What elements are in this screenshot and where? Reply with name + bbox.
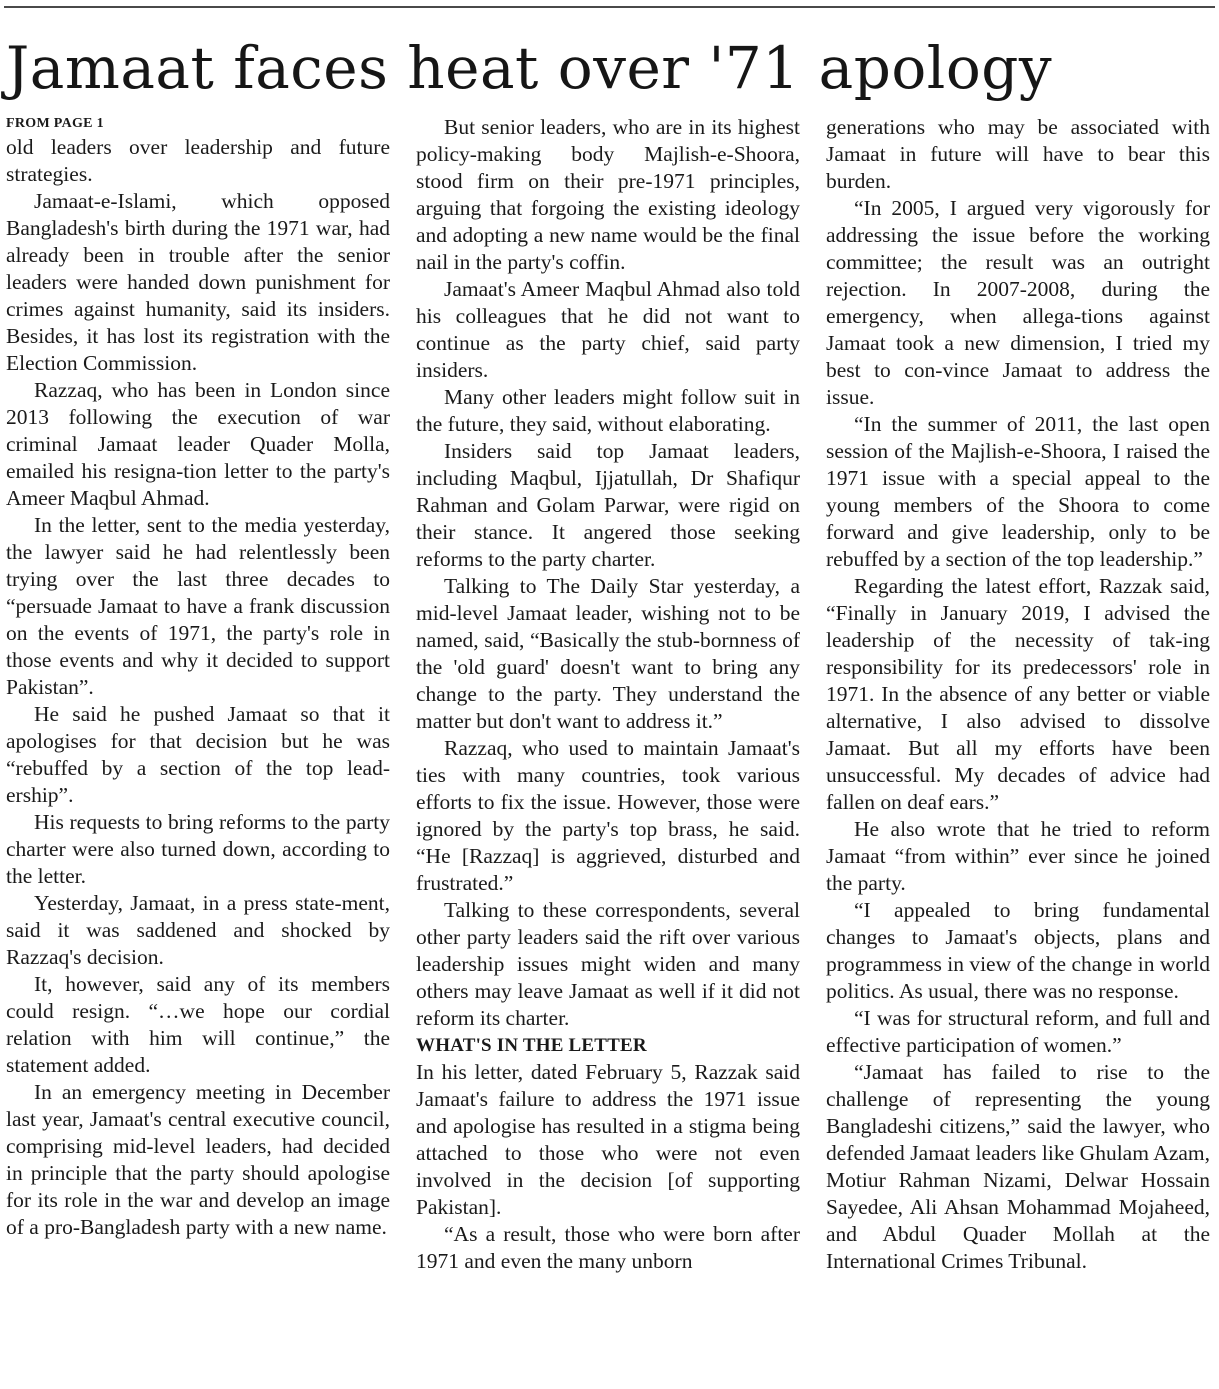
paragraph: It, however, said any of its members could resign. “…we hope our cordial relation with him will continue,” the statement added. — [6, 972, 390, 1077]
paragraph: But senior leaders, who are in its highest policy-making body Majlish-e-Shoora, stood firm on their pre-1971 principles, arguing that forgoing the existing ideology and adopting a new name would be the final nail in the party's coffin. — [416, 115, 800, 274]
paragraph: “In 2005, I argued very vigorously for addressing the issue before the working committee; the result was an outright rejection. In 2007-2008, during the emergency, when allega-tions against Jamaat took a new dimension, I tried my best to con-vince Jamaat to address the issue. — [826, 196, 1210, 409]
paragraph: “Jamaat has failed to rise to the challenge of representing the young Bangladeshi citizens,” said the lawyer, who defended Jamaat leaders like Ghulam Azam, Motiur Rahman Nizami, Delwar Hossain Sayedee, Ali Ahsan Mohammad Mojaheed, and Abdul Quader Mollah at the International Crimes Tribunal. — [826, 1060, 1210, 1273]
column-3 — [826, 114, 1210, 1384]
paragraph: In his letter, dated February 5, Razzak said Jamaat's failure to address the 1971 issue and apologise has resulted in a stigma being attached to those who were not even involved in the decision [of supporting Pakistan]. — [416, 1060, 800, 1219]
paragraph: Razzaq, who has been in London since 2013 following the execution of war criminal Jamaat leader Quader Molla, emailed his resigna-tion letter to the party's Ameer Maqbul Ahmad. — [6, 378, 390, 510]
paragraph: Jamaat-e-Islami, which opposed Bangladesh's birth during the 1971 war, had already been in trouble after the senior leaders were handed down punishment for crimes against humanity, said its insiders. Besides, it has lost its registration with the Election Commission. — [6, 189, 390, 375]
column-2 — [416, 114, 800, 1384]
paragraph: In an emergency meeting in December last year, Jamaat's central executive council, comprising mid-level leaders, had decided in principle that the party should apologise for its role in the war and develop an image of a pro-Bangladesh party with a new name. — [6, 1080, 390, 1239]
paragraph: “I appealed to bring fundamental changes to Jamaat's objects, plans and programmess in view of the change in world politics. As usual, there was no response. — [826, 898, 1210, 1003]
paragraph: Talking to The Daily Star yesterday, a mid-level Jamaat leader, wishing not to be named, said, “Basically the stub-bornness of the 'old guard' doesn't want to bring any change to the party. They understand the matter but don't want to address it.” — [416, 574, 800, 733]
paragraph: Regarding the latest effort, Razzak said, “Finally in January 2019, I advised the leadership of the necessity of tak-ing responsibility for its predecessors' role in 1971. In the absence of any better or viable alternative, I also advised to dissolve Jamaat. But all my efforts have been unsuccessful. My decades of advice had fallen on deaf ears.” — [826, 574, 1210, 814]
paragraph: In the letter, sent to the media yesterday, the lawyer said he had relentlessly been trying over the last three decades to “persuade Jamaat to have a frank discussion on the events of 1971, the party's role in those events and why it decided to support Pakistan”. — [6, 513, 390, 699]
paragraph: “As a result, those who were born after 1971 and even the many unborn — [416, 1222, 800, 1273]
paragraph: He also wrote that he tried to reform Jamaat “from within” ever since he joined the party. — [826, 817, 1210, 895]
headline: Jamaat faces heat over '71 apology — [6, 34, 1053, 102]
paragraph: Jamaat's Ameer Maqbul Ahmad also told his colleagues that he did not want to continue as the party chief, said party insiders. — [416, 277, 800, 382]
column-1 — [6, 114, 390, 1384]
paragraph: His requests to bring reforms to the party charter were also turned down, according to the letter. — [6, 810, 390, 888]
top-rule — [4, 6, 1215, 8]
paragraph: Yesterday, Jamaat, in a press state-ment, said it was saddened and shocked by Razzaq's decision. — [6, 891, 390, 969]
paragraph: Insiders said top Jamaat leaders, including Maqbul, Ijjatullah, Dr Shafiqur Rahman and Golam Parwar, were rigid on their stance. It angered those seeking reforms to the party charter. — [416, 439, 800, 571]
jump-kicker: FROM PAGE 1 — [6, 116, 104, 131]
paragraph: “I was for structural reform, and full and effective participation of women.” — [826, 1006, 1210, 1057]
paragraph: generations who may be associated with Jamaat in future will have to bear this burden. — [826, 115, 1210, 193]
paragraph: “In the summer of 2011, the last open session of the Majlish-e-Shoora, I raised the 1971 issue with a special appeal to the young members of the Shoora to come forward and give leadership, only to be rebuffed by a section of the top leadership.” — [826, 412, 1210, 571]
paragraph: Many other leaders might follow suit in the future, they said, without elaborating. — [416, 385, 800, 436]
paragraph: He said he pushed Jamaat so that it apologises for that decision but he was “rebuffed by a section of the top lead-ership”. — [6, 702, 390, 807]
paragraph: old leaders over leadership and future strategies. — [6, 135, 390, 186]
paragraph: Razzaq, who used to maintain Jamaat's ties with many countries, took various efforts to fix the issue. However, those were ignored by the party's top brass, he said. “He [Razzaq] is aggrieved, disturbed and frustrated.” — [416, 736, 800, 895]
section-subhead: WHAT'S IN THE LETTER — [416, 1035, 647, 1056]
article-body — [6, 114, 1212, 1384]
paragraph: Talking to these correspondents, several other party leaders said the rift over various leadership issues might widen and many others may leave Jamaat as well if it did not reform its charter. — [416, 898, 800, 1030]
